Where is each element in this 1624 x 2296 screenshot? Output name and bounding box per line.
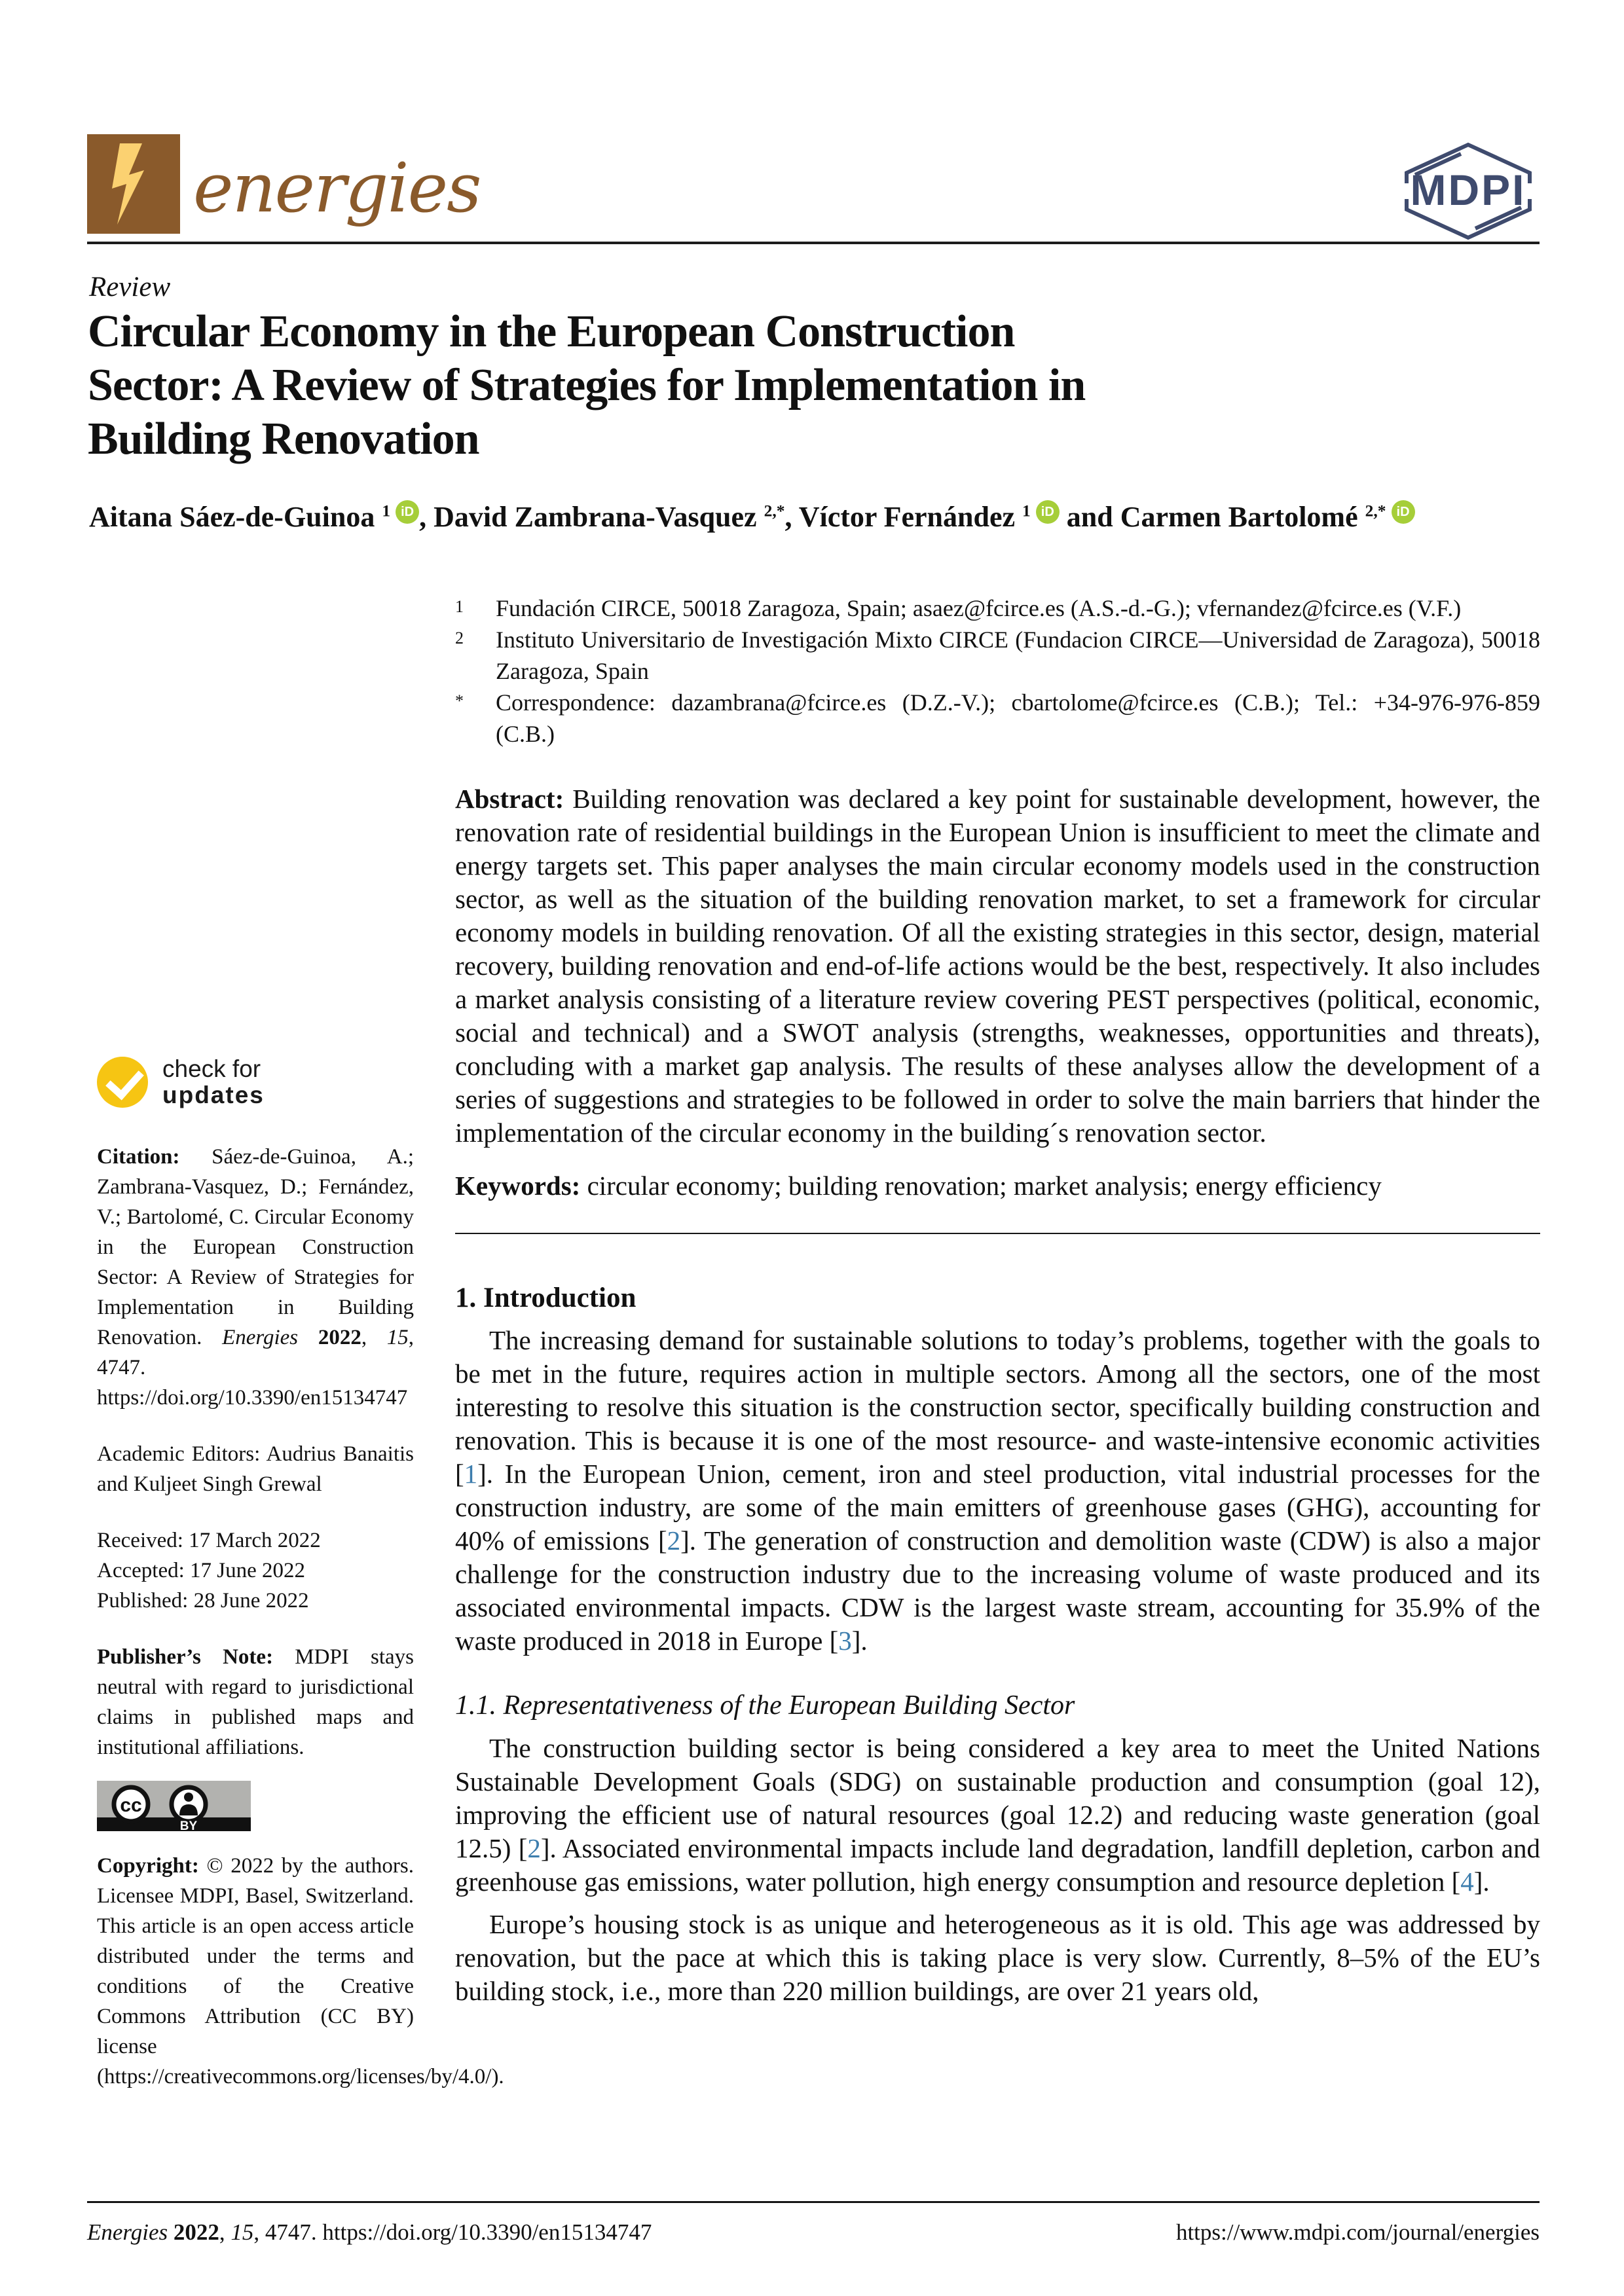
subsection-paragraph-1: The construction building sector is being considered a key area to meet the United Nations Sustainable Development Goals (SDG) on sustainable production and consumption (goal 12), improving the efficient use of natural resources (goal 12.2) and reducing waste generation (goal 12.5) [2]. Associated environmental impacts include land degradation, landfill depletion, carbon and greenhouse gas emissions, water pollution, high energy consumption and resource depletion [4]. (455, 1733, 1540, 1897)
affiliation-marker: 2 (455, 629, 464, 647)
abstract: Abstract: Building renovation was declared a key point for sustainable development, however, the renovation rate of residential buildings in the European Union is insufficient to meet the climate and energy targets set. This paper analyses the main circular economy models used in the construction sector, as well as the situation of the building renovation market, to set a framework for circular economy models in building renovation. Of all the existing strategies in this sector, design, material recovery, building renovation and end-of-life actions would be the best, respectively. It also includes a market analysis consisting of a literature review covering PEST perspectives (political, economic, social and technical) and a SWOT analysis (strengths, weaknesses, opportunities and threats), concluding with a market gap analysis. The results of these analyses allow the development of a series of suggestions and strategies to be followed in order to solve the main barriers that hinder the implementation of the circular economy in the building´s renovation sector. (455, 784, 1541, 1148)
reference-link[interactable]: 1 (464, 1459, 478, 1489)
mdpi-logo[interactable] (1397, 141, 1539, 241)
date-accepted: Accepted: 17 June 2022 (97, 1559, 305, 1582)
article-body (455, 592, 1540, 2008)
date-received: Received: 17 March 2022 (97, 1529, 321, 1552)
page-footer (87, 2219, 1540, 2246)
title-line-1: Circular Economy in the European Construction (88, 306, 1015, 357)
affiliation-text: Correspondence: dazambrana@fcirce.es (D.Z.-V.); cbartolome@fcirce.es (C.B.); Tel.: +34-976-976-859 (C.B.) (496, 689, 1540, 747)
affiliation-item (455, 687, 1540, 750)
title-line-3: Building Renovation (88, 414, 479, 464)
energies-logo (87, 134, 180, 234)
cc-by-license-badge[interactable] (97, 1781, 251, 1831)
affiliation-marker: * (455, 691, 464, 710)
title-line-2: Sector: A Review of Strategies for Implementation in (88, 360, 1086, 410)
affiliations (455, 592, 1540, 750)
affiliation-marker: 1 (455, 597, 464, 616)
keywords: Keywords: circular economy; building renovation; market analysis; energy efficiency (455, 1171, 1382, 1201)
reference-link[interactable]: 2 (527, 1833, 541, 1863)
mdpi-wordmark: MDPI (1410, 166, 1526, 214)
intro-paragraph: The increasing demand for sustainable solutions to today’s problems, together with the goals to be met in the future, requires action in multiple sectors. Among all the sectors, one of the most interesting to resolve this situation is the construction sector, specifically building construction and renovation. This is because it is one of the most resource- and waste-intensive economic activities [1]. In the European Union, cement, iron and steel production, vital industrial processes for the construction industry, are some of the main emitters of greenhouse gases (GHG), accounting for 40% of emissions [2]. The generation of construction and demolition waste (CDW) is also a major challenge for the construction industry due to the increasing volume of waste produced and its associated environmental impacts. CDW is the largest waste stream, accounting for 35.9% of the waste produced in 2018 in Europe [3]. (455, 1325, 1541, 1656)
footer-journal-url[interactable]: https://www.mdpi.com/journal/energies (1175, 2219, 1540, 2245)
footer-citation: Energies 2022, 15, 4747. https://doi.org/10.3390/en15134747 (87, 2219, 652, 2245)
check-for-updates-label: check for updates (162, 1055, 265, 1108)
reference-link[interactable]: 4 (1460, 1867, 1474, 1897)
orcid-icon[interactable]: iD (1036, 500, 1060, 524)
article-meta-sidebar (97, 1055, 504, 2092)
copyright-notice: Copyright: © 2022 by the authors. Licensee MDPI, Basel, Switzerland. This article is an open access article distributed under the terms and conditions of the Creative Commons Attribution (CC BY) license (https://creativecommons.org/licenses/by/4.0/). (97, 1854, 504, 2088)
keywords-divider (455, 1233, 1540, 1234)
page-title (88, 305, 1397, 466)
citation-block: Citation: Sáez-de-Guinoa, A.; Zambrana-Vasquez, D.; Fernández, V.; Bartolomé, C. Circular Economy in the European Construction Sector: A Review of Strategies for Implementation in Building Renovation. Energies 2022, 15, 4747. https://doi.org/10.3390/en15134747 (97, 1145, 414, 1410)
check-for-updates-badge[interactable] (97, 1055, 414, 1109)
article-dates (97, 1525, 414, 1616)
academic-editors: Academic Editors: Audrius Banaitis and Kuljeet Singh Grewal (97, 1442, 414, 1496)
journal-wordmark: energies (193, 148, 481, 228)
affiliation-text: Fundación CIRCE, 50018 Zaragoza, Spain; asaez@fcirce.es (A.S.-d.-G.); vfernandez@fcirce.es (V.F.) (496, 595, 1462, 621)
affiliation-text: Instituto Universitario de Investigación Mixto CIRCE (Fundacion CIRCE—Universidad de Zaragoza), 50018 Zaragoza, Spain (496, 627, 1540, 684)
authors-line: Aitana Sáez-de-Guinoa $^1$ iD , David Zambrana-Vasquez $^{2,*}$, Víctor Fernández $^1$ iD and Carmen Bartolomé $^{2,*}$ iD (89, 500, 1536, 534)
date-published: Published: 28 June 2022 (97, 1589, 309, 1613)
journal-brand (87, 134, 481, 234)
subsection-heading-1-1: 1.1. Representativeness of the European Building Sector (455, 1690, 1075, 1721)
orcid-icon[interactable]: iD (396, 500, 419, 524)
article-type-label: Review (89, 272, 171, 302)
header-divider (87, 242, 1540, 244)
affiliation-item (455, 592, 1540, 624)
by-label: BY (179, 1819, 198, 1831)
subsection-paragraph-2: Europe’s housing stock is as unique and heterogeneous as it is old. This age was addressed by renovation, but the pace at which this is taking place is very slow. Currently, 8–5% of the EU’s building stock, i.e., more than 220 million buildings, are over 21 years old, (455, 1909, 1540, 2006)
checkmark-icon (97, 1057, 148, 1108)
section-heading-introduction: 1. Introduction (455, 1283, 637, 1313)
publishers-note: Publisher’s Note: MDPI stays neutral with regard to jurisdictional claims in published maps and institutional affiliations. (97, 1645, 414, 1759)
reference-link[interactable]: 3 (838, 1626, 852, 1656)
orcid-icon[interactable]: iD (1392, 500, 1415, 524)
affiliation-item (455, 624, 1540, 687)
footer-divider (87, 2201, 1540, 2203)
reference-link[interactable]: 2 (667, 1525, 681, 1556)
lightning-bolt-icon (87, 134, 180, 234)
cc-glyph: cc (120, 1795, 142, 1816)
